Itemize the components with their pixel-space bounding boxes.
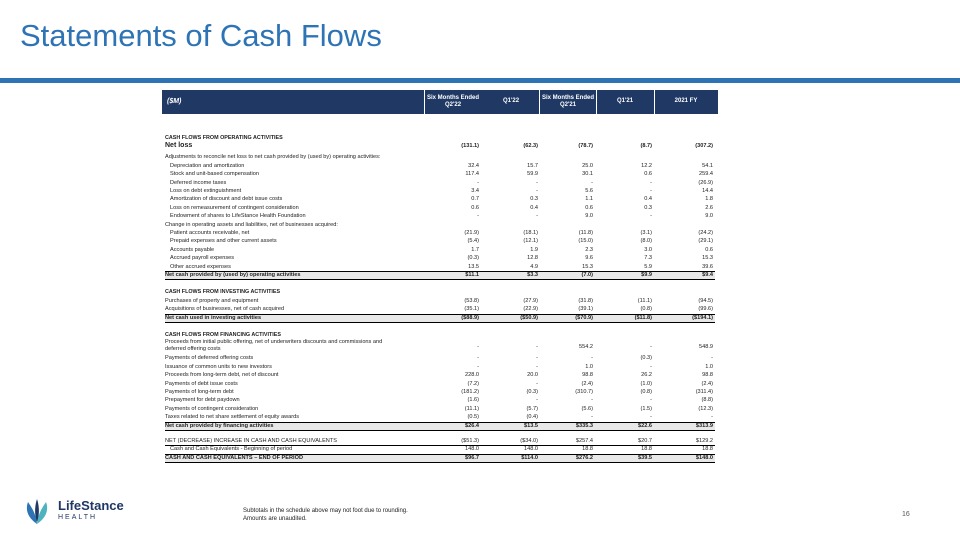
row-value: (1.0) — [640, 380, 652, 387]
row-label: Accrued payroll expenses — [170, 255, 235, 262]
row-value: 1.0 — [585, 363, 593, 370]
table-row — [165, 445, 715, 453]
row-value: $335.3 — [575, 422, 593, 429]
row-value: (11.8) — [578, 230, 593, 236]
row-value: (11.1) — [637, 297, 652, 304]
row-value: $96.7 — [465, 454, 479, 461]
row-label: Adjustments to reconcile net loss to net cash provided by (used by) operating activities: — [165, 154, 381, 161]
row-value: 2.3 — [585, 246, 593, 253]
table-row — [165, 195, 715, 203]
table-row — [165, 354, 715, 362]
table-row — [165, 380, 715, 388]
row-value: 3.4 — [471, 188, 479, 194]
table-row — [165, 305, 715, 313]
row-value: - — [711, 414, 713, 421]
row-label: Net cash used in investing activities — [165, 314, 262, 321]
row-value: - — [650, 414, 652, 421]
row-value: (0.8) — [640, 389, 652, 395]
row-value: (26.9) — [698, 179, 713, 186]
row-value: - — [591, 414, 593, 421]
total-row — [165, 314, 715, 323]
row-value: (35.1) — [464, 306, 479, 313]
row-value: 0.4 — [644, 196, 652, 203]
row-value: $22.6 — [638, 422, 652, 429]
row-value: 9.6 — [585, 255, 593, 262]
section-heading-row — [165, 331, 715, 339]
row-value: - — [591, 397, 593, 404]
row-value: 18.8 — [702, 446, 713, 453]
row-value: (2.4) — [581, 380, 593, 387]
table-row — [165, 363, 715, 371]
row-value: 4.9 — [530, 263, 538, 270]
row-label: Payments of debt issue costs — [165, 380, 238, 387]
table-row — [165, 187, 715, 195]
table-row — [165, 388, 715, 396]
row-value: (0.3) — [640, 355, 652, 362]
table-row — [165, 221, 715, 229]
row-value: $11.1 — [465, 272, 479, 278]
row-value: 0.3 — [530, 196, 538, 203]
row-value: 9.0 — [585, 213, 593, 220]
row-label: Net cash provided by (used by) operating activities — [165, 272, 301, 278]
row-value: (8.7) — [640, 143, 652, 150]
row-value: - — [477, 179, 479, 186]
row-value: - — [477, 213, 479, 220]
row-value: (0.8) — [640, 306, 652, 313]
row-value: ($11.8) — [634, 314, 652, 321]
row-value: 1.1 — [585, 196, 593, 203]
row-value: - — [536, 397, 538, 404]
row-value: $257.4 — [575, 438, 593, 444]
row-value: (94.5) — [698, 297, 713, 304]
row-value: 5.6 — [585, 188, 593, 194]
row-value: 554.2 — [579, 344, 593, 351]
table-row — [165, 212, 715, 220]
row-value: $276.2 — [575, 454, 593, 461]
row-value: ($34.0) — [520, 438, 538, 444]
row-label: Prepayment for debt paydown — [165, 397, 240, 404]
table-row — [165, 204, 715, 212]
row-value: $9.9 — [641, 272, 652, 278]
footnote-rounding: Subtotals in the schedule above may not foot due to rounding. — [243, 508, 408, 514]
row-label: Issuance of common units to new investors — [165, 363, 272, 370]
row-value: - — [536, 363, 538, 370]
footnote — [243, 507, 408, 523]
row-value: (78.7) — [578, 143, 593, 150]
row-value: $148.0 — [695, 454, 713, 461]
title-divider — [0, 78, 960, 83]
row-label: Cash and Cash Equivalents - Beginning of period — [170, 446, 293, 453]
row-value: (18.1) — [523, 230, 538, 236]
row-value: (131.1) — [461, 143, 479, 150]
row-value: 98.8 — [582, 372, 593, 379]
row-value: 2.6 — [705, 204, 713, 211]
row-value: (24.2) — [698, 230, 713, 236]
row-value: - — [536, 188, 538, 194]
row-label: Net cash provided by financing activities — [165, 422, 274, 429]
row-value: (31.8) — [578, 297, 593, 304]
row-value: 117.4 — [465, 171, 479, 178]
logo-wordmark: LifeStance — [58, 498, 124, 513]
row-value: 18.8 — [641, 446, 652, 453]
header-col-2021-fy: 2021 FY — [674, 98, 698, 105]
row-value: 1.0 — [705, 363, 713, 370]
row-value: (53.8) — [464, 297, 479, 304]
row-value: (99.6) — [698, 306, 713, 313]
row-value: 1.9 — [530, 246, 538, 253]
row-value: - — [477, 363, 479, 370]
table-row — [165, 142, 715, 150]
row-label: Deferred income taxes — [170, 179, 227, 186]
row-value: 98.8 — [702, 372, 713, 379]
row-value: - — [591, 355, 593, 362]
row-label: Purchases of property and equipment — [165, 297, 259, 304]
header-label: ($M) — [167, 97, 182, 105]
row-value: (5.7) — [526, 405, 538, 412]
row-value: - — [536, 380, 538, 387]
row-value: 3.0 — [644, 246, 652, 253]
row-value: 259.4 — [699, 171, 713, 178]
row-value: 12.8 — [527, 255, 538, 262]
row-value: $114.0 — [521, 454, 538, 461]
row-value: - — [650, 344, 652, 351]
row-value: 7.3 — [644, 255, 652, 262]
row-label: Payments of long-term debt — [165, 389, 234, 395]
row-value: (5.4) — [467, 238, 479, 245]
row-value: 548.9 — [699, 344, 713, 351]
row-value: (39.1) — [578, 306, 593, 313]
row-value: - — [536, 355, 538, 362]
row-value: $13.5 — [524, 422, 538, 429]
row-value: 30.1 — [582, 171, 593, 178]
row-value: 54.1 — [702, 162, 713, 169]
row-value: ($194.1) — [692, 314, 713, 321]
row-value: (1.5) — [640, 405, 652, 412]
row-value: (7.0) — [581, 272, 593, 278]
row-value: $39.5 — [638, 454, 652, 461]
row-value: 20.0 — [527, 372, 538, 379]
section-heading-row — [165, 288, 715, 296]
row-label: Prepaid expenses and other current assets — [170, 238, 277, 245]
row-value: - — [591, 179, 593, 186]
row-value: $313.9 — [695, 422, 713, 429]
row-value: (8.0) — [640, 238, 652, 245]
row-value: (12.1) — [523, 238, 538, 245]
row-value: $26.4 — [465, 422, 479, 429]
row-value: - — [650, 213, 652, 220]
row-value: 1.7 — [471, 246, 479, 253]
row-value: - — [711, 355, 713, 362]
row-value: (5.6) — [581, 405, 593, 412]
row-value: $9.4 — [702, 272, 713, 278]
row-value: 0.6 — [644, 171, 652, 178]
row-value: (11.1) — [464, 405, 479, 412]
row-label: Change in operating assets and liabilities, net of businesses acquired: — [165, 221, 338, 228]
row-value: (0.5) — [467, 414, 479, 421]
section-heading-row — [165, 134, 715, 142]
row-value: (311.4) — [695, 389, 713, 395]
row-value: ($50.9) — [520, 314, 538, 321]
row-value: ($88.9) — [461, 314, 479, 321]
row-value: (8.8) — [701, 397, 713, 404]
page-title: Statements of Cash Flows — [20, 18, 382, 53]
row-value: - — [477, 355, 479, 362]
row-label: Endowment of shares to LifeStance Health Foundation — [170, 213, 306, 220]
row-value: - — [650, 188, 652, 194]
row-value: (3.1) — [640, 230, 652, 236]
row-value: 26.2 — [641, 372, 652, 379]
row-value: $20.7 — [638, 438, 652, 444]
row-value: (2.4) — [701, 380, 713, 387]
row-value: (62.3) — [523, 143, 538, 150]
row-value: (0.3) — [526, 389, 538, 395]
row-value: (0.4) — [526, 414, 538, 421]
row-label: Other accrued expenses — [170, 263, 231, 270]
row-label: Payments of deferred offering costs — [165, 355, 254, 362]
row-value: ($51.3) — [461, 438, 479, 444]
row-value: (0.3) — [467, 255, 479, 262]
lifestance-leaf-icon — [22, 496, 52, 526]
row-value: 148.0 — [524, 446, 538, 453]
table-row — [165, 153, 715, 161]
row-value: (181.2) — [461, 389, 479, 395]
footnote-unaudited: Amounts are unaudited. — [243, 516, 307, 522]
row-value: (21.9) — [464, 230, 479, 236]
row-value: - — [650, 363, 652, 370]
table-row — [165, 254, 715, 262]
row-value: 18.8 — [582, 446, 593, 453]
header-col-q1-21: Q1'21 — [616, 98, 634, 105]
row-value: 0.6 — [585, 204, 593, 211]
row-label: Net loss — [165, 142, 193, 150]
row-label: Proceeds from long-term debt, net of discount — [165, 372, 279, 379]
row-value: 25.0 — [582, 162, 593, 169]
row-value: $3.3 — [527, 272, 538, 278]
logo-subtitle: HEALTH — [58, 514, 98, 521]
row-value: 14.4 — [702, 188, 713, 194]
row-value: (7.2) — [467, 380, 479, 387]
row-value: - — [536, 344, 538, 351]
row-label: Acquisitions of businesses, net of cash acquired — [165, 306, 285, 313]
row-value: $129.2 — [695, 438, 713, 444]
table-row — [165, 179, 715, 187]
row-label: CASH FLOWS FROM INVESTING ACTIVITIES — [165, 289, 281, 296]
row-label: Patient accounts receivable, net — [170, 230, 250, 236]
row-value: (27.9) — [523, 297, 538, 304]
row-value: 0.6 — [705, 246, 713, 253]
row-value: 59.9 — [527, 171, 538, 178]
table-row — [165, 237, 715, 245]
row-label: Depreciation and amortization — [170, 162, 245, 169]
row-value: (15.0) — [578, 238, 593, 245]
row-label: CASH AND CASH EQUIVALENTS – END OF PERIOD — [165, 454, 303, 461]
row-value: (12.3) — [698, 405, 713, 412]
row-value: 9.0 — [705, 213, 713, 220]
row-label: Amortization of discount and debt issue costs — [170, 196, 283, 203]
row-value: - — [536, 213, 538, 220]
table-row — [165, 413, 715, 421]
total-row — [165, 422, 715, 431]
row-value: (29.1) — [698, 238, 713, 245]
row-value: 15.7 — [527, 162, 538, 169]
row-value: (307.2) — [695, 143, 713, 150]
row-value: 39.6 — [702, 263, 713, 270]
row-value: 5.9 — [644, 263, 652, 270]
table-row — [165, 263, 715, 271]
row-value: 228.0 — [465, 372, 479, 379]
table-row — [165, 371, 715, 379]
row-value: - — [477, 344, 479, 351]
table-row — [165, 405, 715, 413]
header-col-q1-22: Q1'22 — [502, 98, 520, 105]
table-row — [165, 297, 715, 305]
table-header — [162, 90, 718, 114]
row-label: Loss on debt extinguishment — [170, 188, 242, 194]
table-row — [165, 246, 715, 254]
row-label: CASH FLOWS FROM OPERATING ACTIVITIES — [165, 135, 283, 141]
row-value: - — [650, 179, 652, 186]
row-value: - — [650, 397, 652, 404]
row-value: (22.9) — [523, 306, 538, 313]
row-value: - — [536, 179, 538, 186]
row-value: 15.3 — [702, 255, 713, 262]
total-row — [165, 454, 715, 463]
row-value: 148.0 — [465, 446, 479, 453]
row-value: 15.3 — [582, 263, 593, 270]
row-label: Payments of contingent consideration — [165, 405, 259, 412]
table-row — [165, 396, 715, 404]
header-col-six-months-q2-21: Six Months Ended Q2'21 — [541, 94, 594, 108]
row-label: Loss on remeasurement of contingent consideration — [170, 204, 299, 211]
row-value: 13.5 — [468, 263, 479, 270]
row-label: CASH FLOWS FROM FINANCING ACTIVITIES — [165, 332, 281, 338]
row-value: 0.3 — [644, 204, 652, 211]
table-row — [165, 339, 715, 353]
table-row — [165, 162, 715, 170]
row-label: Accounts payable — [170, 246, 215, 253]
row-value: ($70.9) — [575, 314, 593, 321]
page-number: 16 — [902, 511, 910, 518]
row-value: 1.8 — [705, 196, 713, 203]
row-label: NET (DECREASE) INCREASE IN CASH AND CASH EQUIVALENTS — [165, 438, 337, 444]
row-value: 0.6 — [471, 204, 479, 211]
row-value: 32.4 — [468, 162, 479, 169]
table-row — [165, 170, 715, 178]
total-row — [165, 271, 715, 280]
row-value: (310.7) — [575, 389, 593, 395]
header-col-six-months-q2-22: Six Months Ended Q2'22 — [426, 94, 479, 108]
table-row — [165, 229, 715, 237]
row-value: 12.2 — [641, 162, 652, 169]
row-label: Proceeds from initial public offering, net of underwriters discounts and commissions and deferred offering costs — [165, 339, 383, 353]
row-label: Taxes related to net share settlement of equity awards — [165, 414, 300, 421]
row-value: 0.4 — [530, 204, 538, 211]
lifestance-logo — [22, 496, 152, 526]
row-label: Stock and unit-based compensation — [170, 171, 259, 178]
row-value: (1.6) — [467, 397, 479, 404]
row-value: 0.7 — [471, 196, 479, 203]
